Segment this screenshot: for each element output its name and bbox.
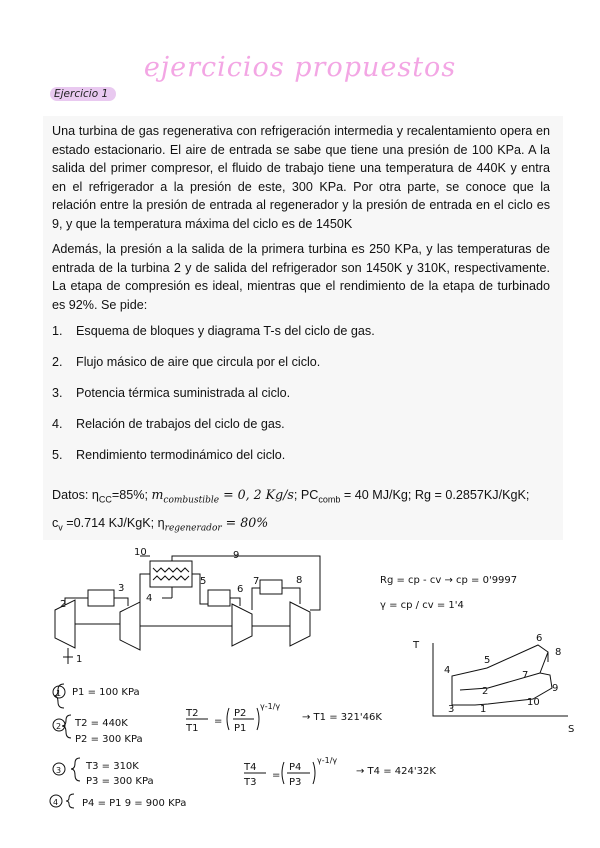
state-4-pressure: P4 = P1 9 = 900 KPa <box>82 798 187 809</box>
state-2-temp: T2 = 440K <box>75 718 128 729</box>
page-title: ejercicios propuestos <box>143 52 457 83</box>
eq1-lhs-num: T2 <box>186 708 199 719</box>
ts-label: 5 <box>484 655 491 666</box>
block-label: 5 <box>200 576 207 587</box>
handwritten-solution <box>0 540 600 848</box>
gamma-equation: γ = cp / cv = 1'4 <box>380 600 464 611</box>
list-item: 1. Esquema de bloques y diagrama T-s del ciclo de gas. <box>52 324 375 338</box>
ts-label: 6 <box>536 633 543 644</box>
statement-paragraph-2: Además, la presión a la salida de la primera turbina es 250 KPa, y las temperaturas de entrada de la turbina 2 y de salida del refrigerador son 1450K y 310K, respectivamente. La etapa de compresión es ideal, mientras que el rendimiento de la etapa de turbinado es 92%. Se pide: <box>52 242 550 312</box>
block-label: 1 <box>76 654 83 665</box>
circle-label: 1 <box>56 689 62 698</box>
ts-label: 3 <box>448 704 455 715</box>
list-item: 5. Rendimiento termodinámico del ciclo. <box>52 448 286 462</box>
intercooler-block <box>88 590 114 606</box>
eq1-equals: = <box>214 716 223 727</box>
eq2-lhs-den: T3 <box>244 777 257 788</box>
axis-t-label: T <box>413 640 420 651</box>
ts-label: 10 <box>527 697 540 708</box>
block-label: 2 <box>60 599 67 610</box>
eq1-rhs-num: P2 <box>234 708 247 719</box>
circle-label: 4 <box>53 798 59 807</box>
eq2-rhs-num: P4 <box>289 762 302 773</box>
eq1-rhs-den: P1 <box>234 723 247 734</box>
compressor-2-shape <box>120 602 140 650</box>
eq2-exponent: γ-1/γ <box>317 756 338 765</box>
eq1-result: → T1 = 321'46K <box>302 712 382 723</box>
block-label: 3 <box>118 583 125 594</box>
eq2-rhs-den: P3 <box>289 777 302 788</box>
exercise-tag: Ejercicio 1 <box>50 87 116 101</box>
turbine-1-shape <box>232 604 252 646</box>
eq2-lhs-num: T4 <box>244 762 257 773</box>
regenerator-block <box>150 561 192 587</box>
block-label: 10 <box>134 547 147 558</box>
block-label: 8 <box>296 575 303 586</box>
list-item: 2. Flujo másico de aire que circula por el ciclo. <box>52 355 321 369</box>
ts-label: 8 <box>555 647 562 658</box>
datos-line: Datos: $\eta_{CC}=85\%$; $m_{combustible} = 0$, 2 Kg/s; $PC_{comb} = 40$ MJ/Kg; Rg = 0.2857KJ/KgK; $c_v =0.714$ KJ/KgK; $\eta_{regenerador} = 80\%$ <box>52 487 530 534</box>
circle-label: 2 <box>56 722 62 731</box>
axis-s-label: S <box>568 724 575 735</box>
eq2-equals: = <box>272 770 281 781</box>
combustor-1-block <box>208 590 230 606</box>
state-3-temp: T3 = 310K <box>86 761 139 772</box>
ts-label: 1 <box>480 704 487 715</box>
state-2-pressure: P2 = 300 KPa <box>75 734 143 745</box>
turbine-2-shape <box>290 602 310 646</box>
eq2-result: → T4 = 424'32K <box>356 766 436 777</box>
ts-label: 9 <box>552 683 559 694</box>
ts-label: 4 <box>444 665 451 676</box>
circle-label: 3 <box>56 766 62 775</box>
block-label: 9 <box>233 550 240 561</box>
eq1-exponent: γ-1/γ <box>260 702 281 711</box>
rg-equation: Rg = cp - cv → cp = 0'9997 <box>380 575 518 586</box>
block-label: 7 <box>253 576 260 587</box>
state-1-pressure: P1 = 100 KPa <box>72 687 140 698</box>
block-label: 4 <box>146 593 153 604</box>
ts-label: 2 <box>482 686 489 697</box>
eq1-lhs-den: T1 <box>186 723 199 734</box>
block-label: 6 <box>237 584 244 595</box>
list-item: 3. Potencia térmica suministrada al ciclo. <box>52 386 291 400</box>
ts-label: 7 <box>522 670 529 681</box>
state-3-pressure: P3 = 300 KPa <box>86 776 154 787</box>
combustor-2-block <box>260 580 282 594</box>
list-item: 4. Relación de trabajos del ciclo de gas. <box>52 417 285 431</box>
question-list <box>52 322 552 477</box>
statement-paragraph-1: Una turbina de gas regenerativa con refrigeración intermedia y recalentamiento opera en estado estacionario. El aire de entrada se sabe que tiene una presión de 100 KPa. A la salida del primer compresor, el fluido de trabajo tiene una temperatura de 440K y entra en el refrigerador a la presión de este, 300 KPa. Por otra parte, se conoce que la relación entre la presión de entrada al regenerador y la presión de entrada en el ciclo es 9, y que la temperatura máxima del ciclo es de 1450K <box>52 124 550 231</box>
